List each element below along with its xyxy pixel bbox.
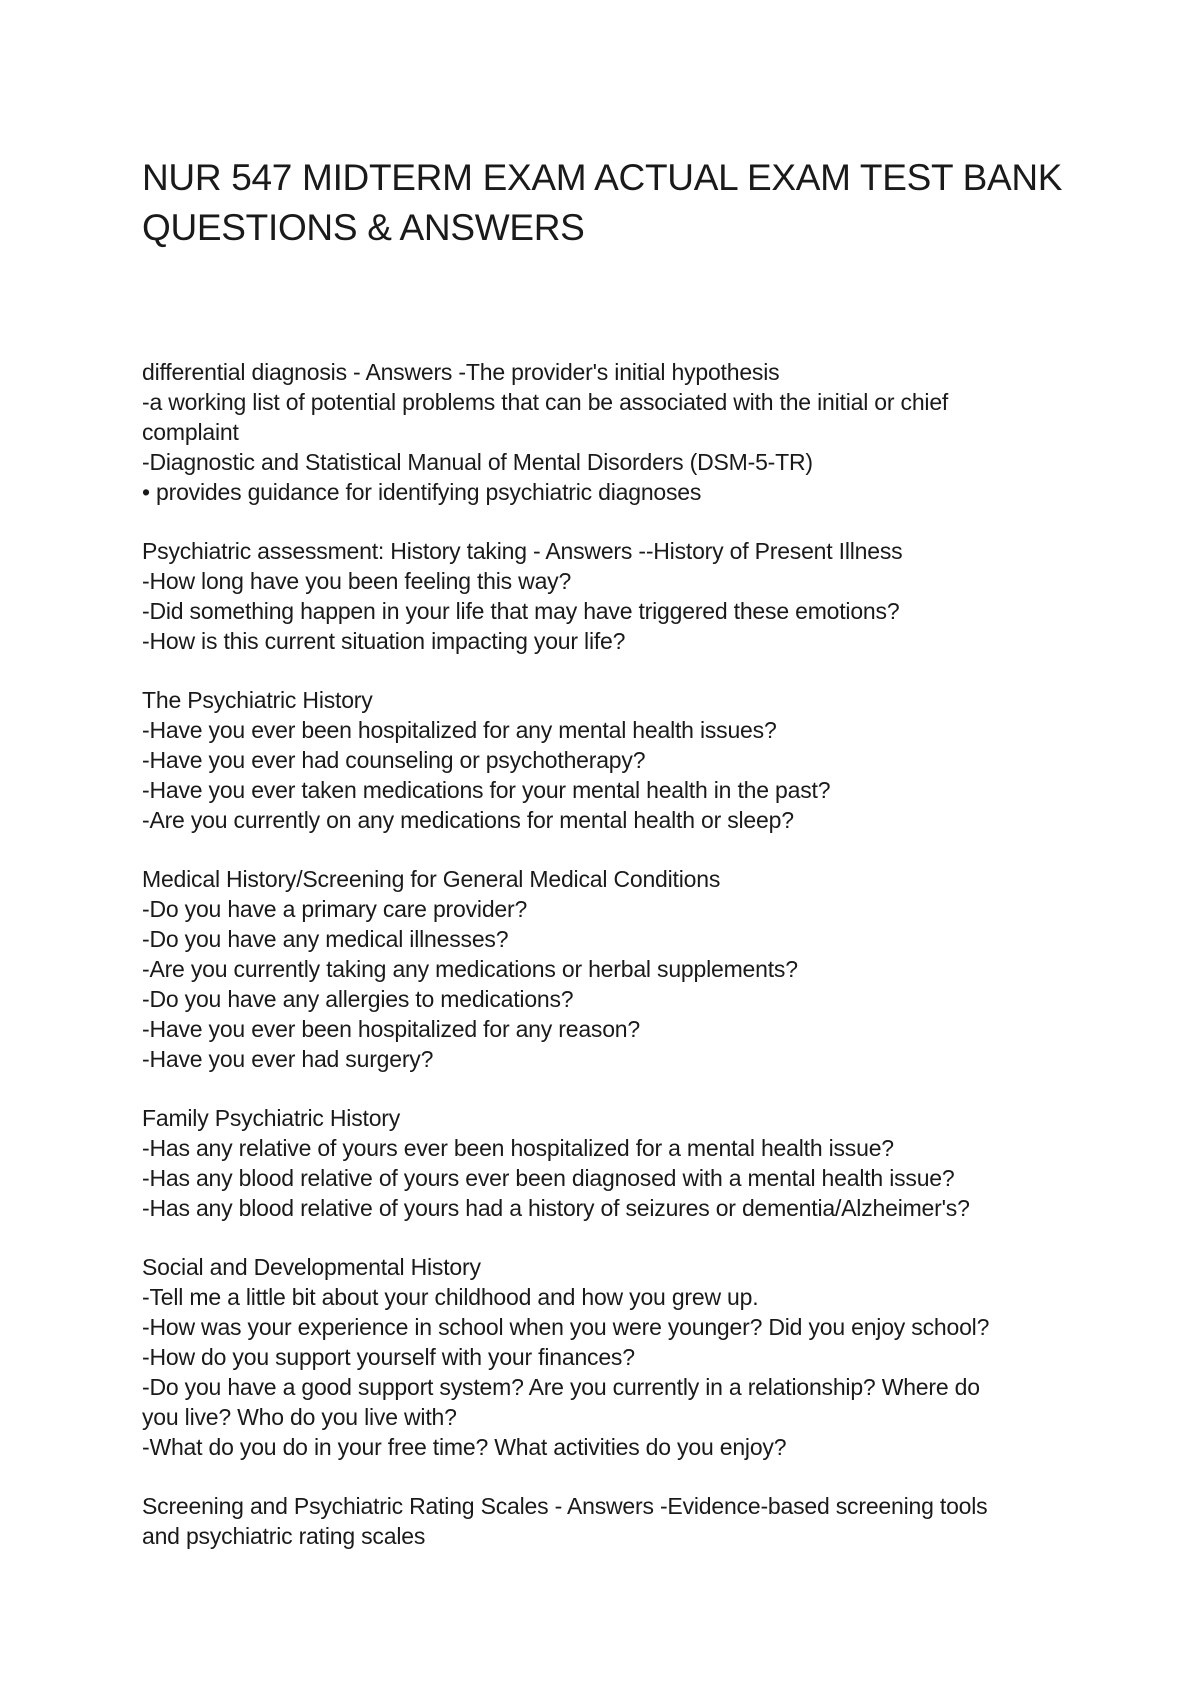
text-line: complaint bbox=[142, 419, 239, 445]
title-line: QUESTIONS & ANSWERS bbox=[142, 207, 585, 248]
text-line: -Have you ever had surgery? bbox=[142, 1046, 434, 1072]
text-line: -Are you currently on any medications for mental health or sleep? bbox=[142, 807, 794, 833]
text-line: • provides guidance for identifying psychiatric diagnoses bbox=[142, 479, 702, 505]
text-line: -Do you have any medical illnesses? bbox=[142, 926, 509, 952]
text-line: Screening and Psychiatric Rating Scales - Answers -Evidence-based screening tools bbox=[142, 1493, 988, 1519]
section-rating-scales bbox=[142, 1491, 1072, 1551]
text-line: -What do you do in your free time? What activities do you enjoy? bbox=[142, 1434, 787, 1460]
text-line: and psychiatric rating scales bbox=[142, 1523, 426, 1549]
text-line: -Has any blood relative of yours ever been diagnosed with a mental health issue? bbox=[142, 1165, 955, 1191]
title-line: NUR 547 MIDTERM EXAM ACTUAL EXAM TEST BANK bbox=[142, 157, 1063, 198]
text-line: Family Psychiatric History bbox=[142, 1105, 401, 1131]
text-line: The Psychiatric History bbox=[142, 687, 373, 713]
text-line: -Do you have a primary care provider? bbox=[142, 896, 528, 922]
text-line: -Do you have a good support system? Are you currently in a relationship? Where do bbox=[142, 1374, 980, 1400]
document-body bbox=[142, 357, 1072, 1580]
section-medical-history bbox=[142, 864, 1072, 1074]
section-history-taking bbox=[142, 536, 1072, 656]
text-line: -Did something happen in your life that may have triggered these emotions? bbox=[142, 598, 900, 624]
text-line: -Have you ever had counseling or psychotherapy? bbox=[142, 747, 646, 773]
text-line: -Diagnostic and Statistical Manual of Mental Disorders (DSM-5-TR) bbox=[142, 449, 813, 475]
text-line: -Do you have any allergies to medications? bbox=[142, 986, 574, 1012]
text-line: -Has any relative of yours ever been hospitalized for a mental health issue? bbox=[142, 1135, 894, 1161]
text-line: -a working list of potential problems that can be associated with the initial or chief bbox=[142, 389, 949, 415]
text-line: Medical History/Screening for General Medical Conditions bbox=[142, 866, 721, 892]
section-family-psychiatric-history bbox=[142, 1103, 1072, 1223]
section-social-developmental-history bbox=[142, 1252, 1072, 1462]
text-line: -Has any blood relative of yours had a history of seizures or dementia/Alzheimer's? bbox=[142, 1195, 970, 1221]
text-line: -How long have you been feeling this way? bbox=[142, 568, 572, 594]
section-psychiatric-history bbox=[142, 685, 1072, 835]
text-line: -Are you currently taking any medications or herbal supplements? bbox=[142, 956, 798, 982]
text-line: -Have you ever taken medications for your mental health in the past? bbox=[142, 777, 831, 803]
text-line: -How is this current situation impacting your life? bbox=[142, 628, 626, 654]
section-differential-diagnosis bbox=[142, 357, 1072, 507]
text-line: -Tell me a little bit about your childhood and how you grew up. bbox=[142, 1284, 759, 1310]
text-line: -How do you support yourself with your finances? bbox=[142, 1344, 635, 1370]
text-line: -Have you ever been hospitalized for any reason? bbox=[142, 1016, 640, 1042]
text-line: you live? Who do you live with? bbox=[142, 1404, 457, 1430]
text-line: differential diagnosis - Answers -The provider's initial hypothesis bbox=[142, 359, 780, 385]
text-line: -How was your experience in school when you were younger? Did you enjoy school? bbox=[142, 1314, 990, 1340]
document-title bbox=[142, 153, 1072, 253]
text-line: Social and Developmental History bbox=[142, 1254, 481, 1280]
text-line: -Have you ever been hospitalized for any mental health issues? bbox=[142, 717, 777, 743]
text-line: Psychiatric assessment: History taking - Answers --History of Present Illness bbox=[142, 538, 903, 564]
